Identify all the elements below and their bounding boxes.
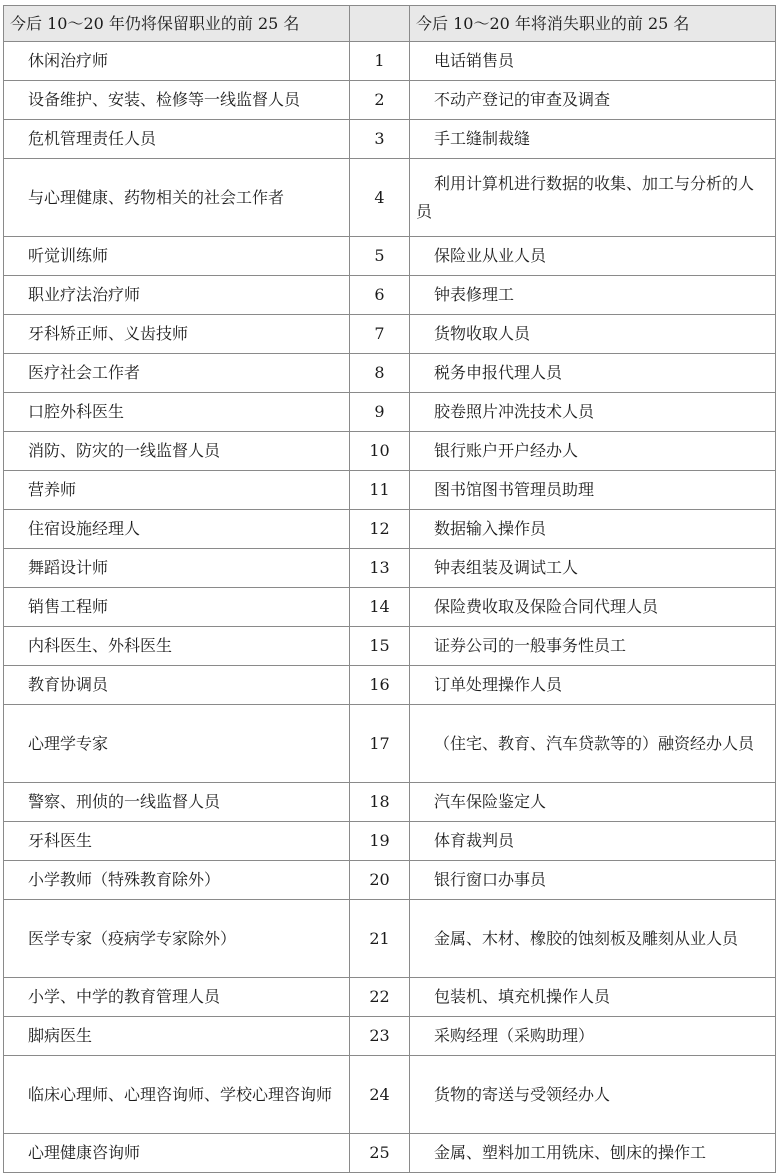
table-row: [4, 549, 776, 588]
table-row: [4, 432, 776, 471]
table-row: [4, 393, 776, 432]
table-row: [4, 237, 776, 276]
rank-cell: 18: [350, 783, 410, 822]
remaining-job-cell: 小学教师（特殊教育除外）: [4, 861, 350, 900]
rank-cell: 17: [350, 705, 410, 783]
vanishing-job-cell: 钟表组装及调试工人: [410, 549, 776, 588]
rank-cell: 13: [350, 549, 410, 588]
remaining-job-cell: 休闲治疗师: [4, 42, 350, 81]
rank-cell: 20: [350, 861, 410, 900]
rank-cell: 16: [350, 666, 410, 705]
remaining-job-cell: 牙科医生: [4, 822, 350, 861]
remaining-job-cell: 设备维护、安装、检修等一线监督人员: [4, 81, 350, 120]
remaining-job-cell: 脚病医生: [4, 1017, 350, 1056]
vanishing-job-cell: 数据输入操作员: [410, 510, 776, 549]
remaining-job-cell: 与心理健康、药物相关的社会工作者: [4, 159, 350, 237]
vanishing-job-cell: 手工缝制裁缝: [410, 120, 776, 159]
table-header-row: [4, 6, 776, 42]
table-row: [4, 1134, 776, 1173]
table-row: [4, 42, 776, 81]
vanishing-job-cell: 图书馆图书管理员助理: [410, 471, 776, 510]
rank-cell: 3: [350, 120, 410, 159]
table-row: [4, 120, 776, 159]
header-remaining-jobs: 今后 10～20 年仍将保留职业的前 25 名: [4, 6, 350, 42]
remaining-job-cell: 听觉训练师: [4, 237, 350, 276]
vanishing-job-cell: 不动产登记的审查及调查: [410, 81, 776, 120]
table-row: [4, 354, 776, 393]
table-row: [4, 861, 776, 900]
table-row: [4, 783, 776, 822]
vanishing-job-cell: 银行账户开户经办人: [410, 432, 776, 471]
remaining-job-cell: 小学、中学的教育管理人员: [4, 978, 350, 1017]
vanishing-job-cell: 电话销售员: [410, 42, 776, 81]
remaining-job-cell: 危机管理责任人员: [4, 120, 350, 159]
vanishing-job-cell: （住宅、教育、汽车贷款等的）融资经办人员: [410, 705, 776, 783]
vanishing-job-cell: 汽车保险鉴定人: [410, 783, 776, 822]
rank-cell: 4: [350, 159, 410, 237]
remaining-job-cell: 教育协调员: [4, 666, 350, 705]
rank-cell: 12: [350, 510, 410, 549]
vanishing-job-cell: 保险费收取及保险合同代理人员: [410, 588, 776, 627]
rank-cell: 10: [350, 432, 410, 471]
table-row: [4, 978, 776, 1017]
vanishing-job-cell: 税务申报代理人员: [410, 354, 776, 393]
rank-cell: 15: [350, 627, 410, 666]
table-row: [4, 666, 776, 705]
table-row: [4, 900, 776, 978]
table-row: [4, 510, 776, 549]
table-row: [4, 822, 776, 861]
table-row: [4, 276, 776, 315]
remaining-job-cell: 营养师: [4, 471, 350, 510]
rank-cell: 2: [350, 81, 410, 120]
remaining-job-cell: 牙科矫正师、义齿技师: [4, 315, 350, 354]
vanishing-job-cell: 体育裁判员: [410, 822, 776, 861]
occupations-table: [3, 5, 776, 1173]
remaining-job-cell: 临床心理师、心理咨询师、学校心理咨询师: [4, 1056, 350, 1134]
remaining-job-cell: 口腔外科医生: [4, 393, 350, 432]
table-row: [4, 159, 776, 237]
vanishing-job-cell: 证券公司的一般事务性员工: [410, 627, 776, 666]
rank-cell: 24: [350, 1056, 410, 1134]
rank-cell: 6: [350, 276, 410, 315]
rank-cell: 1: [350, 42, 410, 81]
table-body: [4, 42, 776, 1173]
vanishing-job-cell: 货物的寄送与受领经办人: [410, 1056, 776, 1134]
rank-cell: 22: [350, 978, 410, 1017]
remaining-job-cell: 舞蹈设计师: [4, 549, 350, 588]
vanishing-job-cell: 采购经理（采购助理）: [410, 1017, 776, 1056]
header-rank: [350, 6, 410, 42]
rank-cell: 11: [350, 471, 410, 510]
vanishing-job-cell: 保险业从业人员: [410, 237, 776, 276]
remaining-job-cell: 销售工程师: [4, 588, 350, 627]
table-row: [4, 471, 776, 510]
table-row: [4, 588, 776, 627]
remaining-job-cell: 消防、防灾的一线监督人员: [4, 432, 350, 471]
vanishing-job-cell: 钟表修理工: [410, 276, 776, 315]
vanishing-job-cell: 金属、塑料加工用铣床、刨床的操作工: [410, 1134, 776, 1173]
rank-cell: 14: [350, 588, 410, 627]
vanishing-job-cell: 包装机、填充机操作人员: [410, 978, 776, 1017]
table-row: [4, 315, 776, 354]
remaining-job-cell: 心理健康咨询师: [4, 1134, 350, 1173]
rank-cell: 23: [350, 1017, 410, 1056]
remaining-job-cell: 医学专家（疫病学专家除外）: [4, 900, 350, 978]
remaining-job-cell: 内科医生、外科医生: [4, 627, 350, 666]
remaining-job-cell: 住宿设施经理人: [4, 510, 350, 549]
table-row: [4, 1017, 776, 1056]
rank-cell: 19: [350, 822, 410, 861]
rank-cell: 25: [350, 1134, 410, 1173]
vanishing-job-cell: 货物收取人员: [410, 315, 776, 354]
rank-cell: 9: [350, 393, 410, 432]
remaining-job-cell: 医疗社会工作者: [4, 354, 350, 393]
vanishing-job-cell: 胶卷照片冲洗技术人员: [410, 393, 776, 432]
table-row: [4, 627, 776, 666]
vanishing-job-cell: 金属、木材、橡胶的蚀刻板及雕刻从业人员: [410, 900, 776, 978]
table-row: [4, 1056, 776, 1134]
rank-cell: 21: [350, 900, 410, 978]
remaining-job-cell: 心理学专家: [4, 705, 350, 783]
table-row: [4, 705, 776, 783]
rank-cell: 5: [350, 237, 410, 276]
rank-cell: 8: [350, 354, 410, 393]
remaining-job-cell: 警察、刑侦的一线监督人员: [4, 783, 350, 822]
remaining-job-cell: 职业疗法治疗师: [4, 276, 350, 315]
table-row: [4, 81, 776, 120]
vanishing-job-cell: 订单处理操作人员: [410, 666, 776, 705]
vanishing-job-cell: 利用计算机进行数据的收集、加工与分析的人员: [410, 159, 776, 237]
header-vanishing-jobs: 今后 10～20 年将消失职业的前 25 名: [410, 6, 776, 42]
vanishing-job-cell: 银行窗口办事员: [410, 861, 776, 900]
rank-cell: 7: [350, 315, 410, 354]
